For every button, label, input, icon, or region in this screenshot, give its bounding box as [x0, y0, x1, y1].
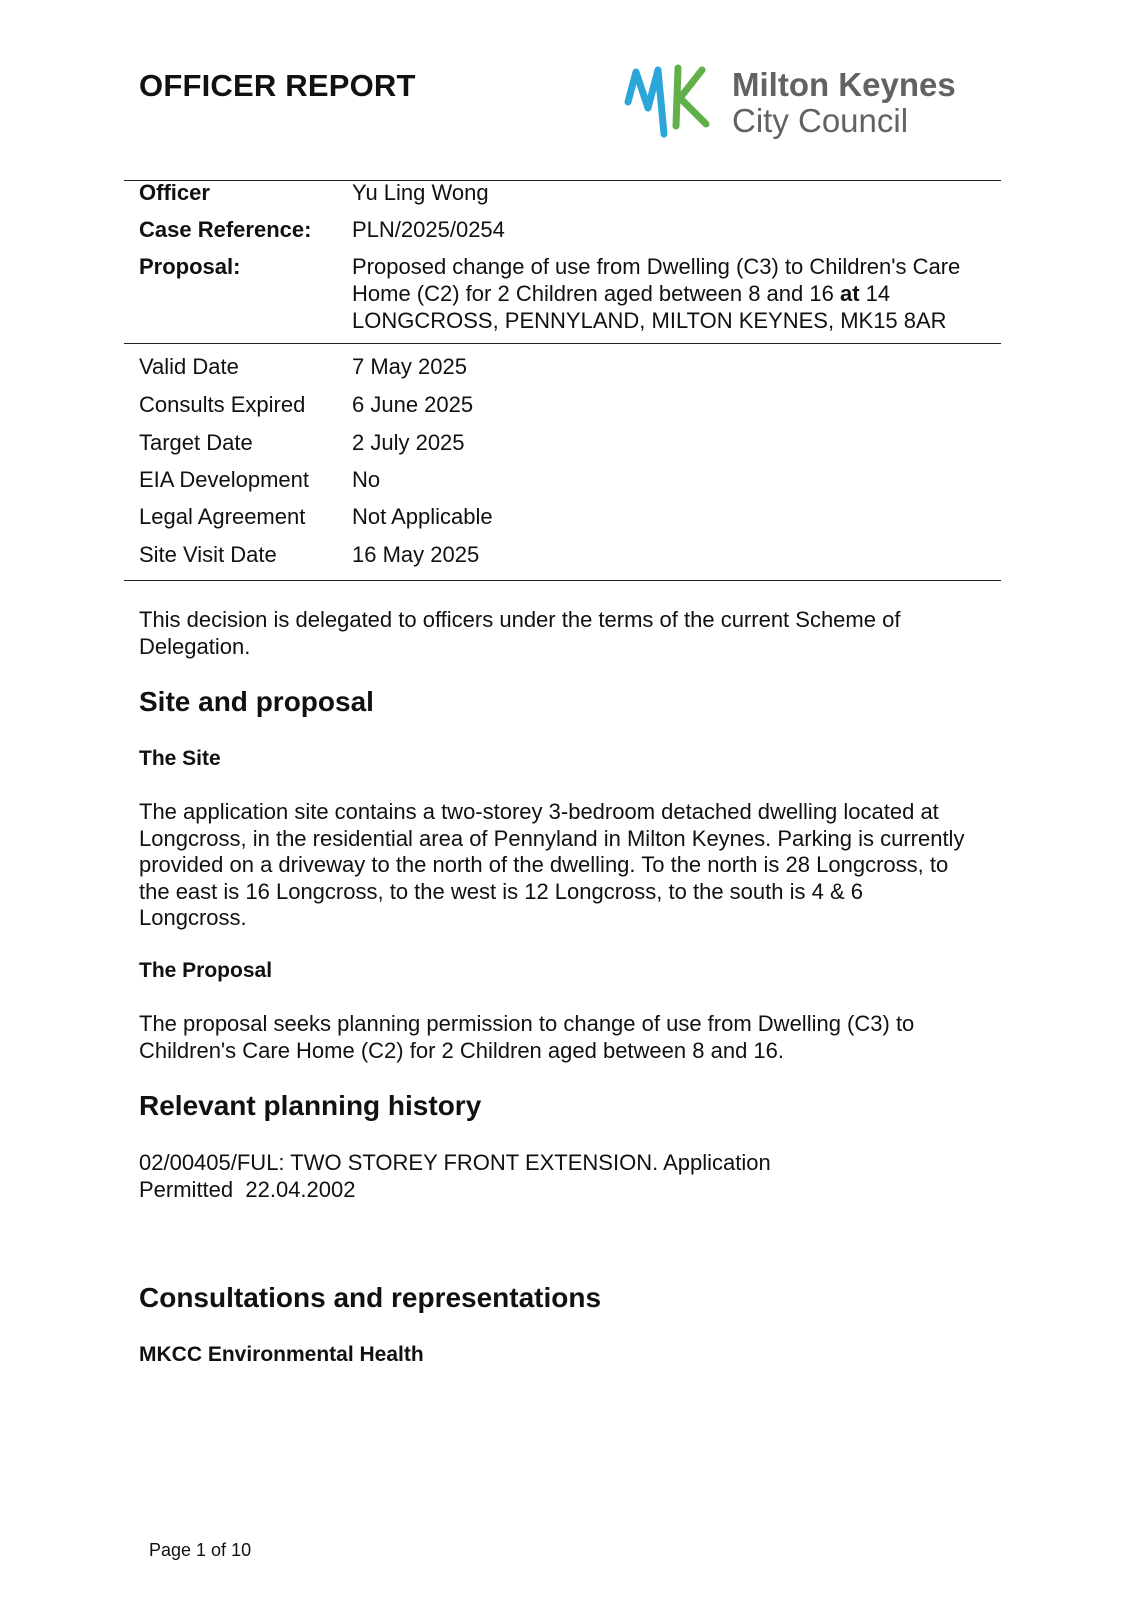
the-site-heading: The Site — [139, 747, 221, 770]
text-line: This decision is delegated to officers under the terms of the current Scheme of — [139, 607, 901, 632]
planning-history-heading: Relevant planning history — [139, 1090, 482, 1121]
proposal-line-1: Proposed change of use from Dwelling (C3) to Children's Care — [352, 254, 961, 279]
text-line: Delegation. — [139, 633, 251, 659]
page-number: Page 1 of 10 — [149, 1540, 252, 1560]
divider — [124, 343, 1001, 344]
date-label: Site Visit Date — [139, 542, 277, 567]
council-logo — [622, 64, 1002, 144]
date-label: EIA Development — [139, 467, 309, 492]
text-line: provided on a driveway to the north of the dwelling. To the north is 28 Longcross, to — [139, 852, 949, 877]
date-value: 7 May 2025 — [352, 354, 467, 379]
text-line: the east is 16 Longcross, to the west is 12 Longcross, to the south is 4 & 6 — [139, 878, 863, 904]
text-line: 02/00405/FUL: TWO STOREY FRONT EXTENSION. Application — [139, 1150, 771, 1175]
text-line: Longcross. — [139, 905, 247, 930]
date-label: Valid Date — [139, 354, 239, 379]
date-label: Consults Expired — [139, 392, 306, 417]
proposal-value — [352, 253, 1002, 334]
date-value: 2 July 2025 — [352, 430, 465, 455]
text-line: Longcross, in the residential area of Pennyland in Milton Keynes. Parking is currently — [139, 825, 965, 851]
consultations-heading: Consultations and representations — [139, 1282, 602, 1313]
proposal-paragraph — [139, 1011, 1009, 1064]
planning-history-paragraph — [139, 1150, 1009, 1203]
proposal-line-2a: Home (C2) for 2 Children aged between 8 and 16 — [352, 281, 840, 306]
proposal-line-3: LONGCROSS, PENNYLAND, MILTON KEYNES, MK15 8AR — [352, 308, 947, 333]
logo-text-milton-keynes: Milton Keynes — [732, 66, 956, 103]
logo-text-city-council: City Council — [732, 102, 909, 139]
officer-value: Yu Ling Wong — [352, 180, 489, 205]
date-label: Target Date — [139, 430, 253, 455]
date-value: 6 June 2025 — [352, 392, 474, 417]
case-reference-value: PLN/2025/0254 — [352, 217, 505, 242]
delegation-paragraph — [139, 607, 1009, 660]
divider — [124, 580, 1001, 581]
date-value: No — [352, 467, 381, 492]
site-and-proposal-heading: Site and proposal — [139, 686, 374, 717]
proposal-line-2b: at — [839, 281, 860, 306]
environmental-health-heading: MKCC Environmental Health — [139, 1343, 424, 1366]
date-value: 16 May 2025 — [352, 542, 480, 567]
proposal-line-2c: 14 — [859, 281, 891, 306]
text-line: The proposal seeks planning permission to change of use from Dwelling (C3) to — [139, 1011, 915, 1036]
mk-logo-mark — [622, 64, 722, 144]
text-line: The application site contains a two-storey 3-bedroom detached dwelling located at — [139, 799, 939, 824]
case-reference-label: Case Reference: — [139, 217, 312, 242]
the-proposal-heading: The Proposal — [139, 959, 273, 982]
proposal-label: Proposal: — [139, 254, 241, 279]
text-line: Children's Care Home (C2) for 2 Children aged between 8 and 16. — [139, 1037, 784, 1063]
report-title: OFFICER REPORT — [139, 68, 416, 103]
date-label: Legal Agreement — [139, 504, 306, 529]
text-line: Permitted 22.04.2002 — [139, 1176, 356, 1202]
date-value: Not Applicable — [352, 504, 493, 529]
officer-label: Officer — [139, 180, 210, 205]
site-paragraph — [139, 799, 1009, 932]
